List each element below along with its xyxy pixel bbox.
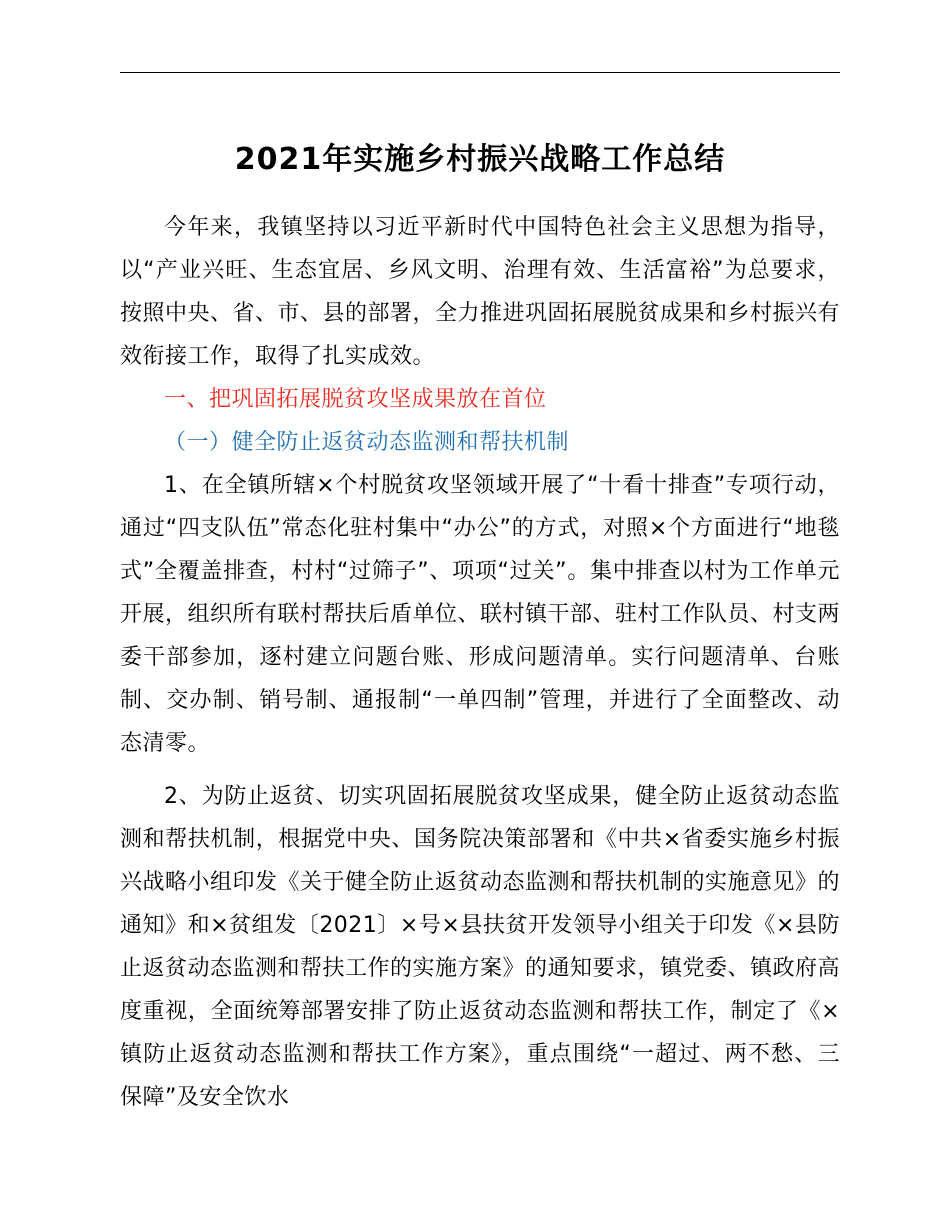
intro-paragraph: 今年来，我镇坚持以习近平新时代中国特色社会主义思想为指导，以“产业兴旺、生态宜居、乡风文明、治理有效、生活富裕”为总要求，按照中央、省、市、县的部署，全力推进巩固拓展脱贫成果和乡村振兴有效衔接工作，取得了扎实成效。 (120, 215, 841, 369)
document-title: 2021年实施乡村振兴战略工作总结 (234, 142, 726, 177)
section-heading-1: 一、把巩固拓展脱贫攻坚成果放在首位 (164, 387, 547, 412)
paragraph-1: 1、在全镇所辖×个村脱贫攻坚领域开展了“十看十排查”专项行动，通过“四支队伍”常态化驻村集中“办公”的方式，对照×个方面进行“地毯式”全覆盖排查，村村“过筛子”、项项“过关”。集中排查以村为工作单元开展，组织所有联村帮扶后盾单位、联村镇干部、驻村工作队员、村支两委干部参加，逐村建立问题台账、形成问题清单。实行问题清单、台账制、交办制、销号制、通报制“一单四制”管理，并进行了全面整改、动态清零。 (120, 473, 841, 756)
subsection-heading-1: （一）健全防止返贫动态监测和帮扶机制 (164, 430, 570, 455)
paragraph-2: 2、为防止返贫、切实巩固拓展脱贫攻坚成果，健全防止返贫动态监测和帮扶机制，根据党中央、国务院决策部署和《中共×省委实施乡村振兴战略小组印发《关于健全防止返贫动态监测和帮扶机制的实施意见》的通知》和×贫组发〔2021〕×号×县扶贫开发领导小组关于印发《×县防止返贫动态监测和帮扶工作的实施方案》的通知要求，镇党委、镇政府高度重视，全面统筹部署安排了防止返贫动态监测和帮扶工作，制定了《×镇防止返贫动态监测和帮扶工作方案》，重点围绕“一超过、两不愁、三保障”及安全饮水 (120, 784, 841, 1110)
document-page (120, 132, 840, 1119)
header-rule (120, 72, 840, 73)
